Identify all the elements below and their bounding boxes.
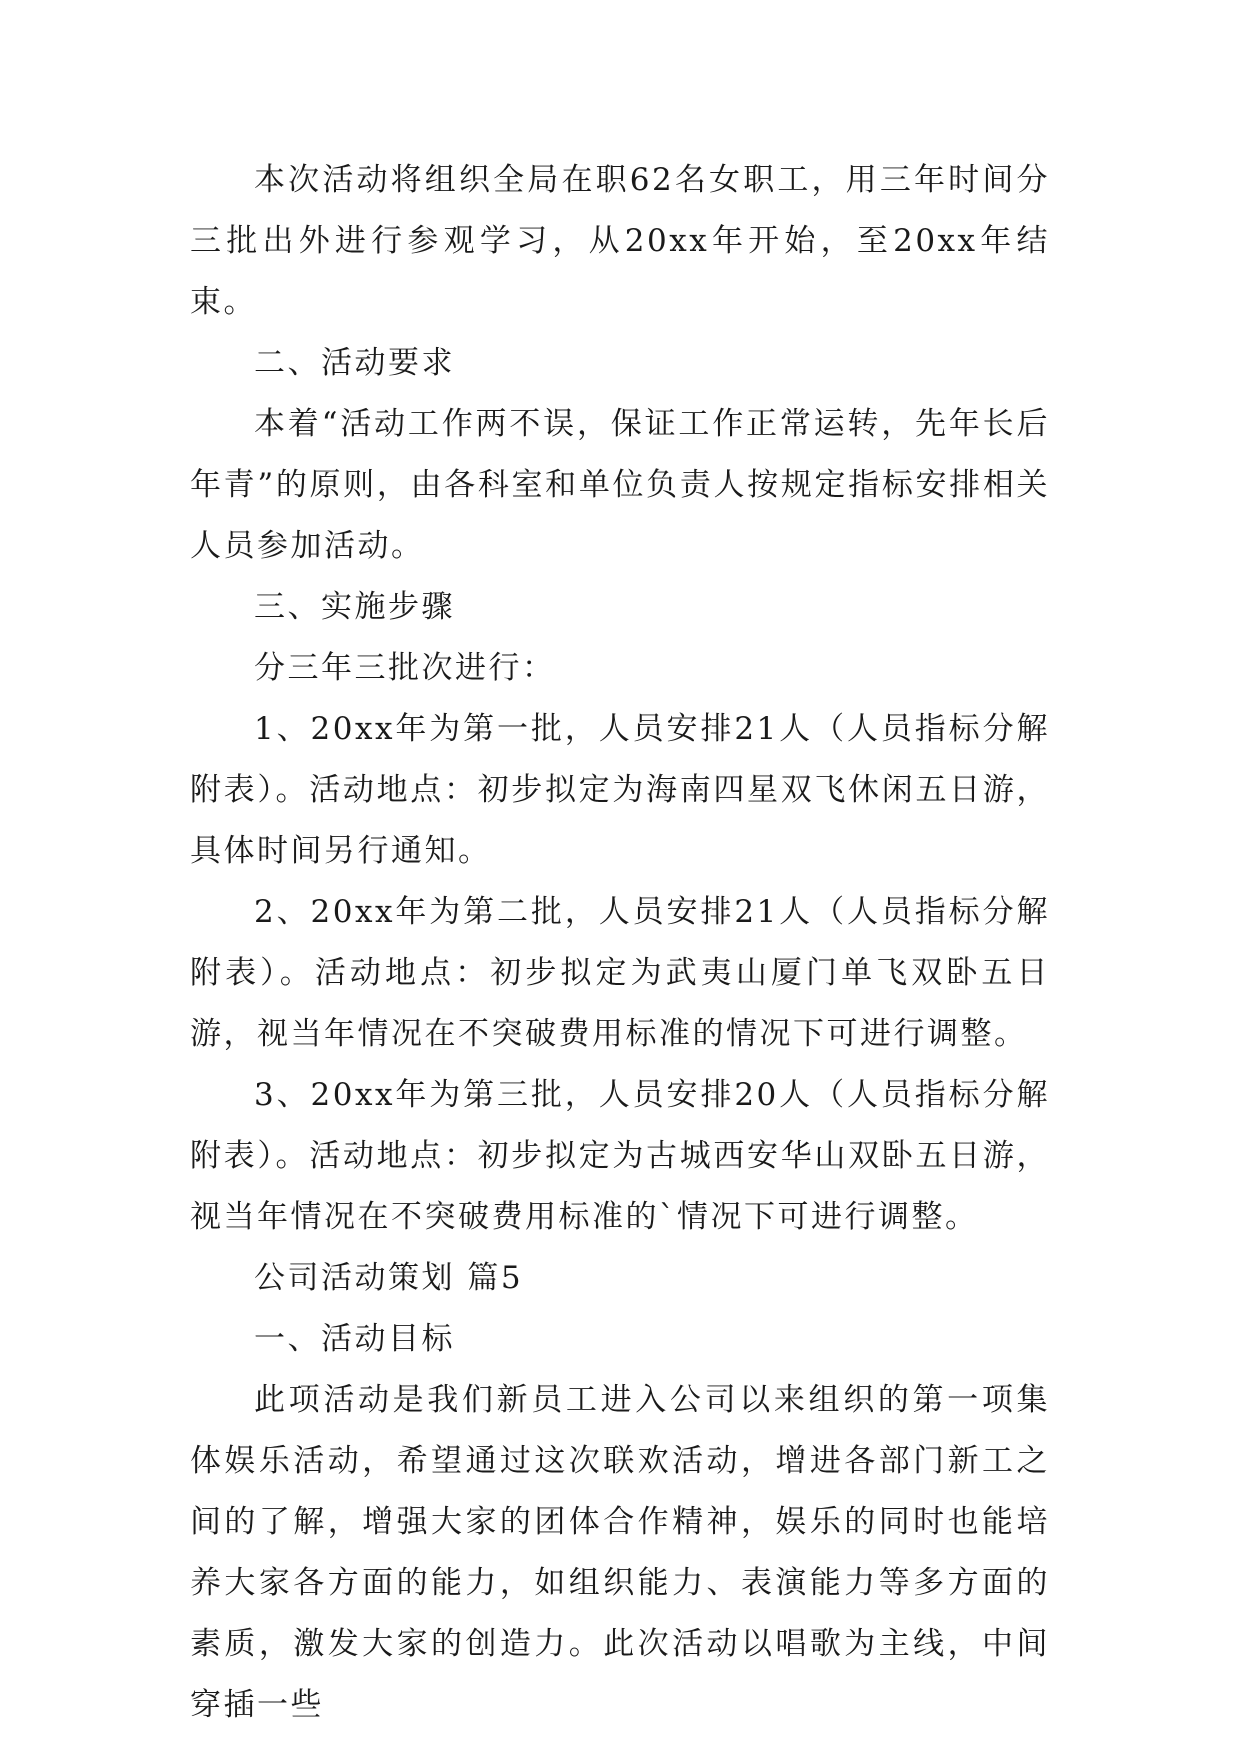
paragraph-batch-3: 3、20xx年为第三批，人员安排20人（人员指标分解附表）。活动地点：初步拟定为古城西安华山双卧五日游，视当年情况在不突破费用标准的`情况下可进行调整。 — [190, 1077, 1050, 1235]
heading-implementation-steps: 三、实施步骤 — [254, 589, 455, 625]
heading-activity-goal: 一、活动目标 — [254, 1321, 455, 1357]
heading-activity-requirements: 二、活动要求 — [254, 345, 455, 381]
paragraph-batch-2: 2、20xx年为第二批，人员安排21人（人员指标分解附表）。活动地点：初步拟定为武夷山厦门单飞双卧五日游，视当年情况在不突破费用标准的情况下可进行调整。 — [190, 894, 1050, 1052]
document-body — [190, 150, 1050, 1736]
paragraph-three-batches: 分三年三批次进行： — [254, 650, 556, 686]
section-title-plan-5: 公司活动策划 篇5 — [254, 1260, 524, 1296]
paragraph-principle: 本着“活动工作两不误，保证工作正常运转，先年长后年青”的原则，由各科室和单位负责人按规定指标安排相关人员参加活动。 — [190, 406, 1050, 564]
paragraph-participants: 本次活动将组织全局在职62名女职工，用三年时间分三批出外进行参观学习，从20xx年开始，至20xx年结束。 — [190, 162, 1050, 320]
paragraph-goal-description: 此项活动是我们新员工进入公司以来组织的第一项集体娱乐活动，希望通过这次联欢活动，增进各部门新工之间的了解，增强大家的团体合作精神，娱乐的同时也能培养大家各方面的能力，如组织能力、表演能力等多方面的素质，激发大家的创造力。此次活动以唱歌为主线，中间穿插一些 — [190, 1382, 1050, 1723]
paragraph-batch-1: 1、20xx年为第一批，人员安排21人（人员指标分解附表）。活动地点：初步拟定为海南四星双飞休闲五日游，具体时间另行通知。 — [190, 711, 1050, 869]
